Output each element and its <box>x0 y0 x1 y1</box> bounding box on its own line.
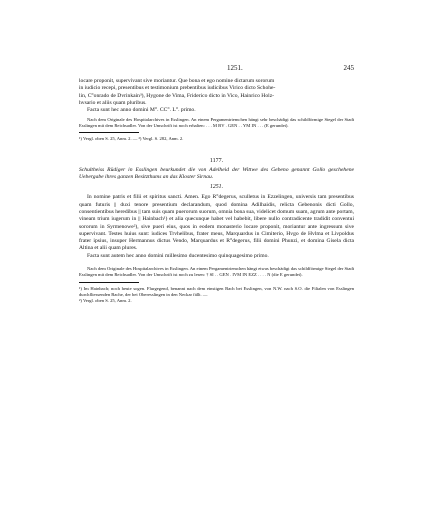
footnotes: ¹) Vergl. oben S. 25, Anm. 2. — ²) Vergl. S. 282, Anm. 2. <box>79 136 184 142</box>
header-year: 1251. <box>227 64 243 72</box>
document-date: 1251. <box>209 184 224 191</box>
text-line: hvsario et aliis quam pluribus. <box>79 99 147 106</box>
footnote-separator <box>79 282 139 283</box>
dating-clause: Facta sunt autem hec anno domini millesimo ducentesimo quinquagesimo primo. <box>87 252 269 259</box>
source-note: Nach dem Originale des Hospitalarchives in Esslingen. An einem Pergamentriemchen hängt etwas beschädigt das schildförmige Siegel der Stadt Esslingen mit dem Reichsadler. Von der Umschrift ist noch zu lesen: † SI . . GEN . IVM IN EZZ . . . . N (die E gerundet). <box>79 266 354 278</box>
document-regest: Schultheiss Rüdiger in Esslingen beurkundet die von Adelheid der Wittwe des Gebeno genannt Gollo geschehene Uebergabe ihres ganzen Besitzthums an das Kloster Sirnau. <box>79 167 354 181</box>
text-line: in iudicio recepi, presentibus et testimonium prebentibus iudicibus Virico dicto Schohe- <box>79 85 276 92</box>
page-header <box>79 64 354 76</box>
footnote: ¹) Im Hainbach; noch heute sogen. Flurgegend, benannt nach dem einstigen Bach bei Esslingen, von N.W. nach S.O. die Filialen von Esslingen durchfliessenden Bache, der bei Oberesslingen in den Neckar fällt. — <box>79 286 354 298</box>
document-1177 <box>79 158 354 304</box>
dating-clause: Facta sunt hec anno domini M°. CC°. L°. primo. <box>87 107 196 114</box>
source-note: Nach dem Originale des Hospitalarchives in Esslingen. An einem Pergamentriemchen hängt sehr beschädigt das schildförmige Siegel der Stadt Esslingen mit dem Reichsadler. Von der Umschrift ist noch erhalten: . . . M BV . GEN . . YM IN . . . (E gerundet). <box>79 117 354 129</box>
footnote: ²) Vergl. oben S. 25, Anm. 2. <box>79 298 132 304</box>
footnote-separator <box>79 132 139 133</box>
text-line: lin, C°onrado de Dvrinkain³), Hygone de Vima, Friderico dicto in Vico, Hainrico Holz- <box>79 92 275 99</box>
previous-document-end <box>79 78 354 142</box>
text-line: locare proponit, supervivant sive moriantur. Que bona et ego nomine dictarum sororum <box>79 78 275 84</box>
page-number: 245 <box>343 64 354 72</box>
document-number: 1177. <box>209 158 224 164</box>
document-text: In nomine patris et filii et spiritus sancti. Amen. Ego R°degerus, sculletus in Ezzelingen, universis tam presentibus quam futuris || duxi tenore presentium declarandum, quod domina Adilhaidis, relicta Gebenonis dicti Gollo, consentientibus heredibus || tam suis quam puerorum suorum, omnia bona sua, videlicet domum suam, agrum ante portam, vineam trium iugerum in || Hainbach¹) et alia quecunque habet vel habebit, libere nullo contradicente tradidit conventui sororum in Syrmenowe²), sive pueri eius, quos in eodem monasterio locare proponit, moriantur ante ingressum sive supervivant. Testes huius sunt: iudices Trvhelibus, frater meus, Marquardus in Cimiterio, Hvgo de Hvlma et Livpoldus frater ipsius, insuper Hermannus dictus Vendo, Marquardus et R°degerus, filii domini Phunzi, et domina Gisela dicta Altina et alii quam plures. <box>79 194 354 252</box>
